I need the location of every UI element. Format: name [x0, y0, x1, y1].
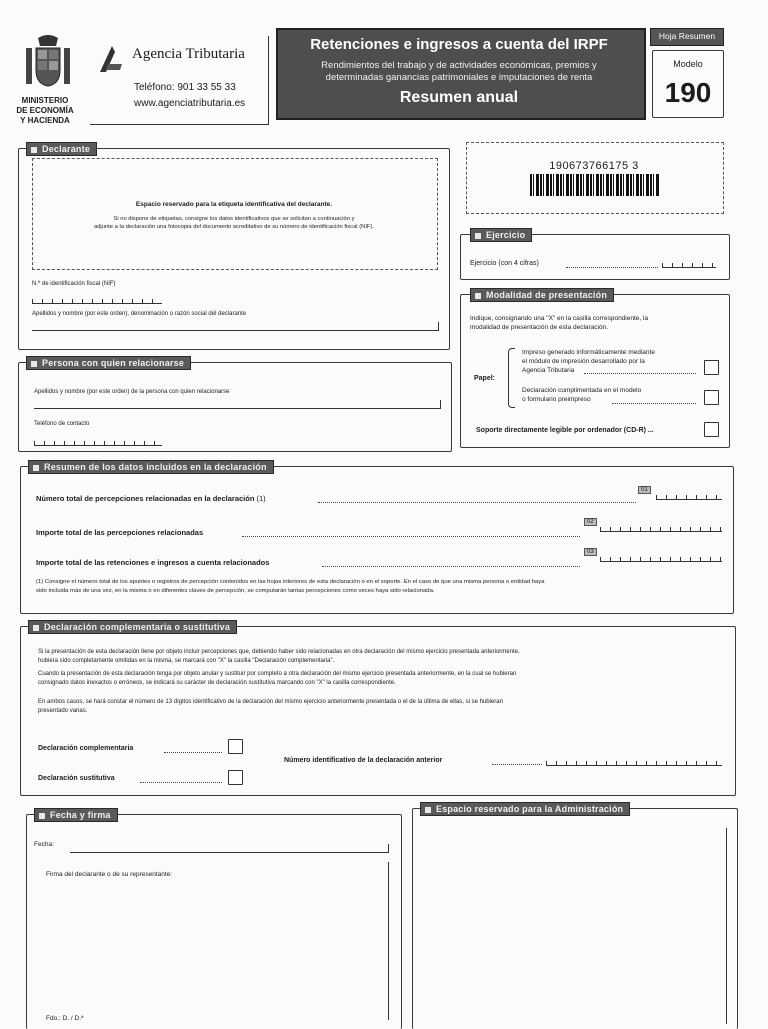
ejercicio-label: Ejercicio: [470, 228, 532, 242]
modelo-number: 190: [664, 77, 712, 108]
contacto-phone-label: Teléfono de contacto: [34, 421, 90, 427]
num-anterior-field[interactable]: [546, 756, 722, 766]
row1-tag: 01: [638, 486, 651, 494]
barcode-icon: [530, 174, 660, 196]
agency-phone: Teléfono: 901 33 55 33: [134, 82, 236, 93]
complementaria-label: Declaración complementaria o sustitutiva: [28, 620, 237, 634]
barcode-number: 190673766175 3: [549, 160, 639, 172]
admin-label: Espacio reservado para la Administración: [420, 802, 630, 816]
resumen-label: Resumen de los datos incluidos en la declaración: [28, 460, 274, 474]
comp-p3a: En ambos casos, se hará constar el número de 13 dígitos identificativo de la declaración del mismo ejercicio anteriormente presentada o el de la última de ellas, si se hubieran: [38, 699, 503, 705]
comp-p1b: hubiera sido completamente omitidas en la misma, se marcará con "X" la casilla "Declaración complementaria".: [38, 658, 335, 664]
modalidad-intro-1: Indique, consignando una "X" en la casilla correspondiente, la: [470, 315, 649, 322]
contacto-name-label: Apellidos y nombre (por este orden) de la persona con quien relacionarse: [34, 389, 230, 395]
resumen-row3-label: Importe total de las retenciones e ingresos a cuenta relacionados: [36, 558, 270, 567]
comp-p1a: Si la presentación de esta declaración tiene por objeto incluir percepciones que, debiendo haber sido relacionadas en otra declaración del mismo ejercicio presentada anteriormente,: [38, 649, 520, 655]
fecha-label: Fecha:: [34, 841, 54, 848]
comp-p2a: Cuando la presentación de esta declaración tenga por objeto anular y sustituir por completo a otra declaración del mismo ejercicio presentada anteriormente, en la cual se hubieran: [38, 671, 517, 677]
contacto-label: Persona con quien relacionarse: [26, 356, 191, 370]
resumen-note-1: (1) Consigne el número total de los apuntes o registros de percepción contenidos en las hojas interiores de esta declaración o en el soporte. En el caso de que una misma persona o entidad haya: [36, 579, 545, 585]
sust-dots: [140, 781, 222, 783]
comp-p2b: consignado datos inexactos o erróneos, se indicará su carácter de declaración sustitutiva marcando con "X" la casilla correspondiente.: [38, 680, 396, 686]
reserved-text-1: Si no dispone de etiquetas, consigne los datos identificativos que se solicitan a continuación y: [113, 216, 355, 222]
row2-tag: 02: [584, 518, 597, 526]
sustitutiva-checkbox-label: Declaración sustitutiva: [38, 775, 115, 782]
form-summary: Resumen anual: [399, 89, 519, 106]
opt1-line-b: el módulo de impresión desarrollado por la: [522, 358, 645, 365]
reserved-text-2: adjunte a la declaración una fotocopia del documento acreditativo de su número de identificación fiscal (NIF).: [93, 224, 375, 230]
contacto-name-field[interactable]: [34, 400, 441, 409]
soporte-label: Soporte directamente legible por ordenador (CD-R) ...: [476, 427, 654, 434]
row1-field[interactable]: [656, 490, 722, 500]
num-ant-dots: [492, 763, 542, 765]
opt1-line-c: Agencia Tributaria: [522, 367, 575, 374]
declarante-label: Declarante: [26, 142, 97, 156]
fecha-field[interactable]: [70, 844, 389, 853]
impreso-informatico-checkbox[interactable]: [704, 360, 719, 375]
complementaria-checkbox[interactable]: [228, 739, 243, 754]
firma-area[interactable]: [388, 862, 390, 1020]
contacto-phone-field[interactable]: [34, 436, 162, 446]
complementaria-checkbox-label: Declaración complementaria: [38, 745, 134, 752]
opt2-dots: [612, 402, 696, 404]
fdo-label: Fdo.: D. / D.ª: [46, 1015, 84, 1022]
resumen-note-2: sido incluida más de una vez, en la misma o en diferentes claves de percepción, se computarán tantas percepciones como veces haya sido relacionada.: [36, 588, 435, 594]
opt2-line-b: o formulario preimpreso: [522, 396, 591, 403]
num-anterior-label: Número identificativo de la declaración anterior: [284, 757, 443, 764]
row1-dots: [318, 501, 636, 503]
declarante-name-label: Apellidos y nombre (por este orden), denominación o razón social del declarante: [32, 311, 247, 317]
papel-label: Papel:: [474, 375, 496, 382]
form-subtitle-1: Rendimientos del trabajo y de actividades económicas, premios y: [321, 60, 597, 71]
firma-label: Fecha y firma: [34, 808, 118, 822]
ministry-name: MINISTERIO DE ECONOMÍA Y HACIENDA: [16, 96, 74, 125]
resumen-row1-label: Número total de percepciones relacionadas en la declaración (1): [36, 494, 266, 503]
nif-field[interactable]: [32, 294, 162, 304]
sustitutiva-checkbox[interactable]: [228, 770, 243, 785]
agency-name: Agencia Tributaria: [132, 46, 245, 62]
agency-web: www.agenciatributaria.es: [134, 98, 246, 109]
reserved-title: Espacio reservado para la etiqueta identificativa del declarante.: [135, 201, 333, 208]
opt1-dots: [584, 372, 696, 374]
agency-logo-icon: [98, 44, 124, 74]
row3-field[interactable]: [600, 552, 722, 562]
coat-of-arms-icon: [22, 34, 74, 92]
modalidad-label: Modalidad de presentación: [470, 288, 614, 302]
hoja-resumen-label: Hoja Resumen: [658, 31, 716, 41]
resumen-row2-label: Importe total de las percepciones relacionadas: [36, 528, 204, 537]
row3-dots: [322, 565, 580, 567]
modelo-label: Modelo: [673, 59, 703, 69]
label-reserved-area: [32, 158, 438, 270]
row2-field[interactable]: [600, 522, 722, 532]
ejercicio-field-label: Ejercicio (con 4 cifras): [470, 260, 539, 267]
row3-tag: 03: [584, 548, 597, 556]
modalidad-intro-2: modalidad de presentación de esta declaración.: [470, 324, 609, 331]
form-subtitle-2: determinadas ganancias patrimoniales e imputaciones de renta: [325, 72, 593, 83]
form-title: Retenciones e ingresos a cuenta del IRPF: [310, 36, 608, 53]
declarante-name-field[interactable]: [32, 322, 439, 331]
firma-text: Firma del declarante o de su representante:: [46, 871, 173, 878]
opt2-line-a: Declaración cumplimentada en el modelo: [522, 387, 642, 394]
admin-section: [412, 808, 738, 1029]
nif-label: N.º de identificación fiscal (NIF): [32, 281, 116, 287]
soporte-checkbox[interactable]: [704, 422, 719, 437]
comp-p3b: presentado varias.: [38, 708, 88, 714]
ejercicio-field[interactable]: [662, 258, 716, 268]
admin-inner-line: [726, 828, 728, 1024]
papel-brace: [508, 348, 515, 408]
comp-dots: [164, 751, 222, 753]
preimpreso-checkbox[interactable]: [704, 390, 719, 405]
ejercicio-dots: [566, 266, 658, 268]
row2-dots: [242, 535, 580, 537]
opt1-line-a: Impreso generado informáticamente mediante: [522, 349, 655, 356]
resumen-row1-note: (1): [256, 494, 266, 503]
